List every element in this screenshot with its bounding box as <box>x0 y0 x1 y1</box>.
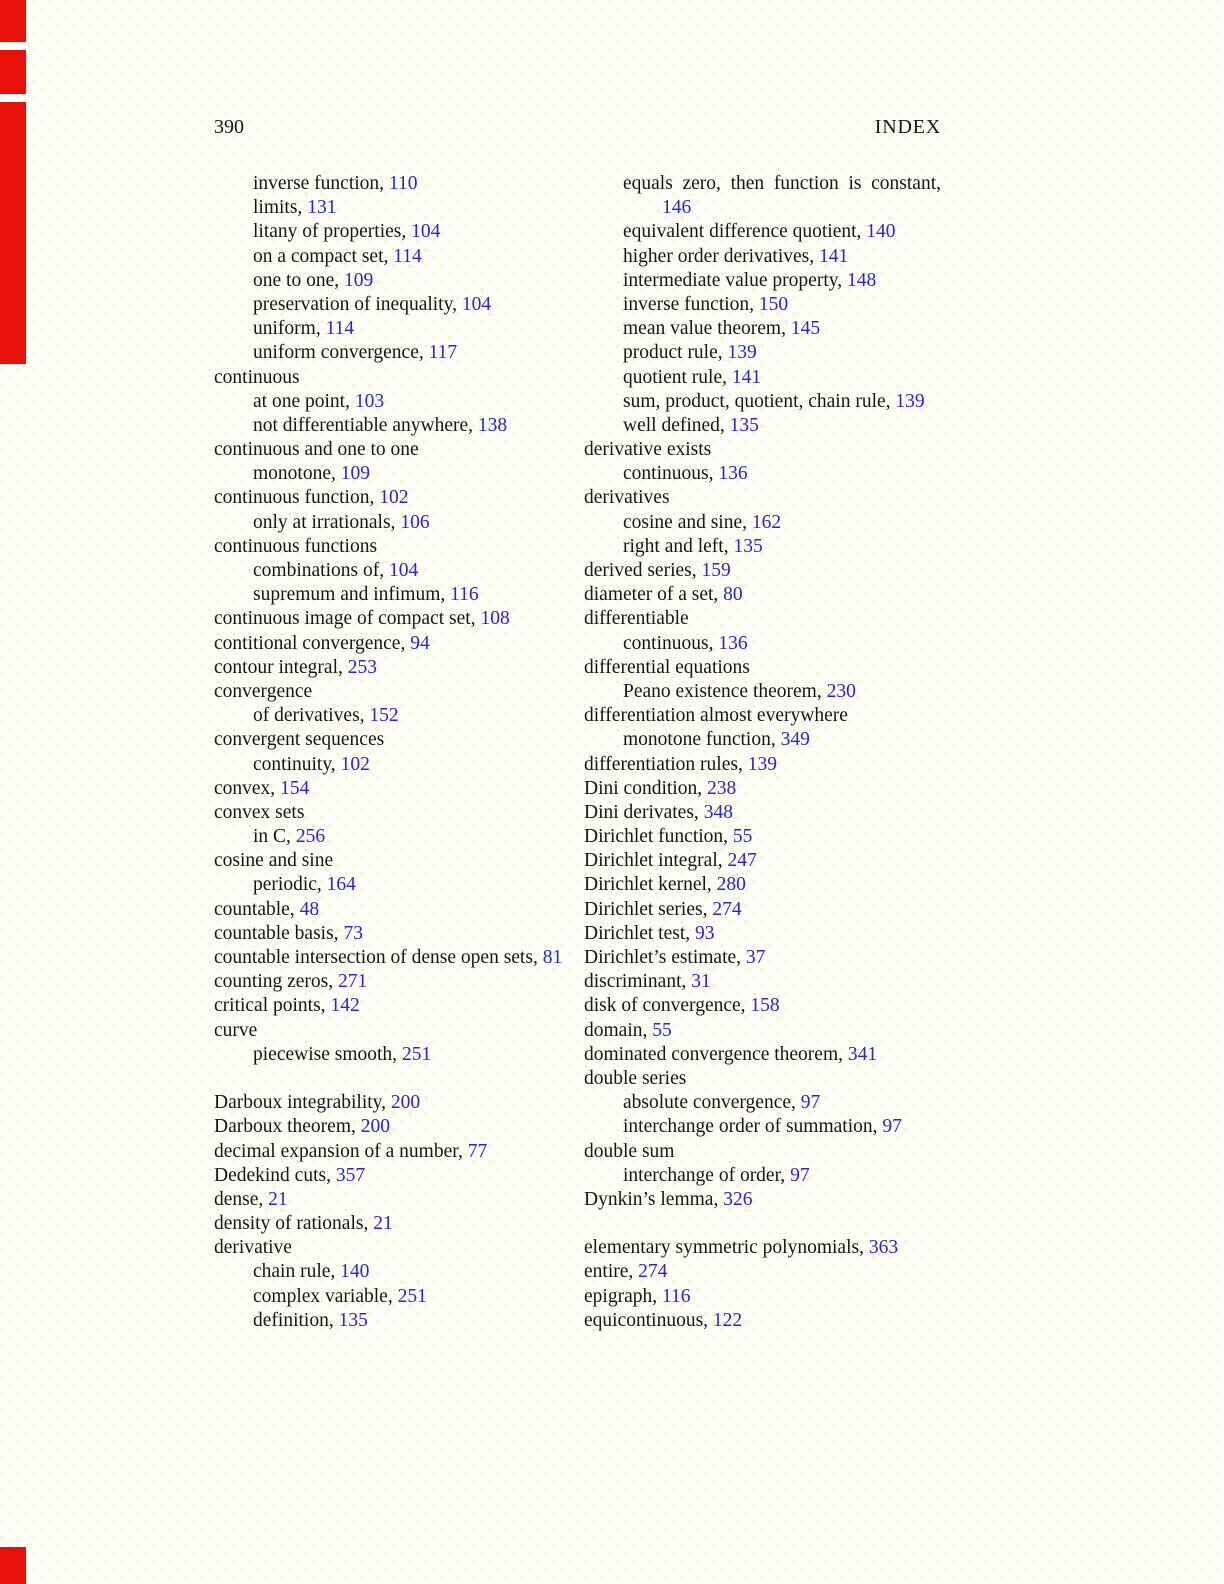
index-entry <box>214 1212 560 1236</box>
index-entry <box>584 1188 941 1212</box>
index-column-left <box>214 172 563 1333</box>
index-entry-text: derived series, <box>584 560 697 581</box>
index-entry <box>584 269 941 293</box>
index-entry <box>214 922 560 946</box>
page-number-link[interactable]: 94 <box>410 632 430 654</box>
index-entry <box>584 414 941 438</box>
index-entry <box>584 970 941 994</box>
page-number-link[interactable]: 116 <box>450 584 479 606</box>
index-entry-text: equals zero, then function is constant, <box>623 173 941 194</box>
page-number-link[interactable]: 326 <box>723 1188 753 1210</box>
index-entry <box>214 245 560 269</box>
index-entry <box>214 438 560 462</box>
index-entry <box>214 1140 560 1164</box>
page-number-link[interactable]: 159 <box>701 560 731 581</box>
page-number-link[interactable]: 148 <box>846 269 877 291</box>
page-number-link[interactable]: 104 <box>411 221 441 243</box>
index-entry-text: interchange order of summation, <box>623 1116 878 1138</box>
index-entry-text: quotient rule, <box>623 366 727 388</box>
index-entry-text: continuity, <box>253 753 336 775</box>
index-entry <box>214 1260 560 1284</box>
index-entry-text: convex sets <box>214 801 305 823</box>
index-entry <box>584 1236 941 1260</box>
index-entry-text: product rule, <box>623 342 723 364</box>
index-entry <box>584 462 941 486</box>
index-entry-text: contour integral, <box>214 656 343 678</box>
index-entry <box>214 825 560 849</box>
index-entry-text: dense, <box>214 1188 264 1210</box>
index-entry-text: entire, <box>584 1261 634 1283</box>
page-number-link[interactable]: 102 <box>340 753 370 775</box>
index-entry <box>584 293 941 317</box>
index-entry <box>584 390 941 414</box>
index-entry-text: well defined, <box>623 414 725 436</box>
index-entry <box>214 898 560 922</box>
page-number-link[interactable]: 140 <box>866 221 896 243</box>
index-entry-text: Dynkin’s lemma, <box>584 1188 719 1210</box>
index-entry <box>584 753 941 777</box>
index-entry <box>584 1164 941 1188</box>
page-number-link[interactable]: 141 <box>819 245 849 267</box>
page-number-link[interactable]: 230 <box>826 680 856 702</box>
index-entry-text: at one point, <box>253 390 350 412</box>
index-entry <box>214 970 560 994</box>
page-number-link[interactable]: 114 <box>325 318 355 340</box>
index-entry-text: convergent sequences <box>214 729 385 751</box>
page-number-folio: 390 <box>214 116 244 138</box>
index-entry <box>214 632 560 656</box>
page-number-link[interactable]: 135 <box>338 1309 368 1331</box>
index-entry-text: sum, product, quotient, chain rule, <box>623 390 891 412</box>
page-number-link[interactable]: 110 <box>388 173 418 194</box>
page-number-link[interactable]: 140 <box>340 1261 370 1283</box>
index-entry <box>584 825 941 849</box>
index-entry <box>584 1115 941 1139</box>
page-number-link[interactable]: 109 <box>340 463 370 485</box>
index-entry-text: differentiation rules, <box>584 753 743 775</box>
index-entry <box>214 777 560 801</box>
index-entry-text: derivative <box>214 1237 292 1259</box>
index-entry <box>584 220 941 244</box>
index-entry <box>584 172 941 196</box>
page-number-link[interactable]: 138 <box>477 414 508 436</box>
index-entry-text: combinations of, <box>253 560 385 581</box>
index-entry-text: dominated convergence theorem, <box>584 1043 843 1065</box>
index-entry <box>584 728 941 752</box>
page-number-link[interactable]: 97 <box>800 1092 821 1114</box>
index-entry <box>584 366 941 390</box>
index-entry-text: Dirichlet’s estimate, <box>584 947 742 968</box>
index-entry-text: cosine and sine <box>214 850 334 872</box>
index-entry-text: countable intersection of dense open sets, <box>214 947 538 968</box>
index-entry-text: supremum and infimum, <box>253 584 446 606</box>
index-columns <box>214 172 941 1333</box>
index-entry-text: domain, <box>584 1019 648 1041</box>
index-entry <box>214 583 560 607</box>
index-entry-text: countable, <box>214 898 295 920</box>
index-entry-text: equicontinuous, <box>584 1309 709 1331</box>
page-number-link[interactable]: 37 <box>745 947 766 968</box>
page-number-link[interactable]: 253 <box>347 656 377 678</box>
page-number-link[interactable]: 117 <box>428 342 458 364</box>
page-number-link[interactable]: 104 <box>388 560 419 581</box>
page-number-link[interactable]: 200 <box>360 1116 390 1138</box>
blank-line <box>584 1212 941 1236</box>
page-number-link[interactable]: 349 <box>780 729 810 751</box>
page-number-link[interactable]: 251 <box>397 1285 427 1307</box>
index-entry-text: only at irrationals, <box>253 511 396 533</box>
page-number-link[interactable]: 77 <box>467 1140 488 1162</box>
index-entry <box>214 535 560 559</box>
index-entry-text: decimal expansion of a number, <box>214 1140 463 1162</box>
index-entry <box>584 946 941 970</box>
index-entry-text: density of rationals, <box>214 1213 369 1235</box>
index-entry-text: one to one, <box>253 269 340 291</box>
page-number-link[interactable]: 341 <box>847 1043 878 1065</box>
index-entry-text: Darboux theorem, <box>214 1116 356 1138</box>
page-number-link[interactable]: 150 <box>758 293 789 315</box>
index-column-right <box>584 172 941 1333</box>
index-entry-text: not differentiable anywhere, <box>253 414 474 436</box>
index-entry-text: continuous image of compact set, <box>214 608 476 630</box>
index-entry <box>214 873 560 897</box>
index-entry <box>584 245 941 269</box>
index-entry-text: diameter of a set, <box>584 584 719 606</box>
page-number-link[interactable]: 136 <box>718 632 748 654</box>
index-entry-text: derivatives <box>584 487 670 509</box>
index-entry-text: continuous, <box>623 463 714 485</box>
running-head <box>214 115 941 139</box>
page-number-link[interactable]: 139 <box>895 390 925 412</box>
index-entry <box>214 196 560 220</box>
index-entry-text: contitional convergence, <box>214 632 406 654</box>
page-number-link[interactable]: 139 <box>727 342 757 364</box>
page-number-link[interactable]: 102 <box>379 487 409 509</box>
index-entry-text: Dirichlet kernel, <box>584 874 712 896</box>
page-number-link[interactable]: 97 <box>790 1164 810 1186</box>
index-entry <box>214 753 560 777</box>
index-entry <box>214 511 560 535</box>
page-number-link[interactable]: 280 <box>716 874 746 896</box>
index-entry <box>214 1019 560 1043</box>
index-entry-text: Peano existence theorem, <box>623 680 822 702</box>
index-entry <box>584 632 941 656</box>
index-entry <box>584 704 941 728</box>
page-number-link[interactable]: 247 <box>727 850 757 872</box>
index-entry <box>214 849 560 873</box>
index-entry-text: equivalent difference quotient, <box>623 221 862 243</box>
index-entry <box>584 849 941 873</box>
index-entry <box>584 486 941 510</box>
page-number-link[interactable]: 162 <box>751 511 782 533</box>
index-entry <box>214 1236 560 1260</box>
index-entry-text: absolute convergence, <box>623 1092 796 1114</box>
index-entry <box>584 1091 941 1115</box>
index-entry-text: definition, <box>253 1309 334 1331</box>
index-entry-text: continuous function, <box>214 487 375 509</box>
index-entry <box>584 777 941 801</box>
index-entry <box>584 511 941 535</box>
page-number-link[interactable]: 104 <box>461 293 492 315</box>
index-entry-text: higher order derivatives, <box>623 245 815 267</box>
page-number-link[interactable]: 55 <box>652 1019 672 1041</box>
index-entry <box>214 994 560 1018</box>
index-entry <box>584 873 941 897</box>
index-entry-text: Dini condition, <box>584 777 703 799</box>
index-entry-text: epigraph, <box>584 1285 658 1307</box>
index-entry-text: convex, <box>214 777 276 799</box>
index-entry-text: counting zeros, <box>214 971 334 993</box>
page-number-link[interactable]: 271 <box>338 971 368 993</box>
blank-line <box>214 1067 560 1091</box>
index-entry-text: chain rule, <box>253 1261 336 1283</box>
page-number-link[interactable]: 73 <box>343 922 363 944</box>
index-entry <box>584 607 941 631</box>
index-entry <box>214 172 560 196</box>
index-entry-text: continuous, <box>623 632 714 654</box>
index-entry-text: of derivatives, <box>253 705 365 727</box>
page-number-link[interactable]: 238 <box>706 777 737 799</box>
index-entry <box>584 341 941 365</box>
page-number-link[interactable]: 357 <box>335 1164 366 1186</box>
index-entry-text: Dirichlet test, <box>584 922 691 944</box>
index-entry <box>214 801 560 825</box>
page-number-link[interactable]: 21 <box>268 1188 288 1210</box>
page-number-link[interactable]: 251 <box>401 1043 432 1065</box>
index-entry-text: elementary symmetric polynomials, <box>584 1237 864 1259</box>
index-entry <box>214 220 560 244</box>
index-entry <box>214 1091 560 1115</box>
index-entry-text: periodic, <box>253 874 322 896</box>
index-entry <box>214 656 560 680</box>
index-entry <box>584 438 941 462</box>
index-entry-text: continuous and one to one <box>214 439 419 461</box>
index-entry <box>584 535 941 559</box>
index-entry-text: critical points, <box>214 995 326 1017</box>
index-entry-text: Dirichlet function, <box>584 826 729 848</box>
index-entry <box>584 922 941 946</box>
index-entry <box>214 1115 560 1139</box>
index-entry-text: discriminant, <box>584 971 687 993</box>
index-entry-text: interchange of order, <box>623 1164 786 1186</box>
index-entry <box>584 317 941 341</box>
index-entry-text: inverse function, <box>253 173 385 194</box>
index-entry <box>214 946 563 970</box>
index-entry <box>214 341 560 365</box>
index-entry <box>584 1309 941 1333</box>
page-number-link[interactable]: 152 <box>369 705 399 727</box>
index-entry-text: curve <box>214 1019 258 1041</box>
page-number-link[interactable]: 21 <box>373 1213 393 1235</box>
index-entry <box>584 801 941 825</box>
page-number-link[interactable]: 55 <box>732 826 753 848</box>
index-entry <box>584 656 941 680</box>
index-entry-text: complex variable, <box>253 1285 393 1307</box>
page-number-link[interactable]: 256 <box>295 826 326 848</box>
index-entry-text: right and left, <box>623 535 729 557</box>
index-entry <box>214 269 560 293</box>
page-number-link[interactable]: 31 <box>691 971 711 993</box>
page-number-link[interactable]: 363 <box>868 1237 899 1259</box>
index-entry <box>214 414 560 438</box>
index-entry <box>214 390 560 414</box>
index-entry-text: limits, <box>253 197 303 219</box>
index-entry-text: Dini derivates, <box>584 801 699 823</box>
page-number-link[interactable]: 158 <box>750 995 780 1017</box>
index-entry <box>214 293 560 317</box>
index-entry-text: uniform convergence, <box>253 342 424 364</box>
page-number-link[interactable]: 164 <box>326 874 356 896</box>
index-entry-text: intermediate value property, <box>623 269 843 291</box>
page-number-link[interactable]: 106 <box>400 511 430 533</box>
index-entry-text: Darboux integrability, <box>214 1092 387 1114</box>
index-entry <box>584 559 941 583</box>
page-number-link[interactable]: 103 <box>354 390 385 412</box>
index-entry-text: monotone function, <box>623 729 776 751</box>
page-number-link[interactable]: 114 <box>393 245 422 267</box>
index-entry-text: differentiation almost everywhere <box>584 705 848 727</box>
index-entry-text: differential equations <box>584 656 750 678</box>
index-entry <box>214 1164 560 1188</box>
index-entry <box>214 680 560 704</box>
running-header-title: INDEX <box>874 116 941 138</box>
index-page <box>214 115 941 1333</box>
index-entry-text: on a compact set, <box>253 245 389 267</box>
index-entry <box>584 994 941 1018</box>
page-number-link[interactable]: 109 <box>343 269 374 291</box>
index-entry-text: differentiable <box>584 608 689 630</box>
index-entry <box>214 317 560 341</box>
index-entry <box>584 1285 941 1309</box>
index-entry <box>214 1043 560 1067</box>
index-entry-text: monotone, <box>253 463 336 485</box>
index-entry-text: Dirichlet integral, <box>584 850 723 872</box>
page-number-link[interactable]: 135 <box>729 414 759 436</box>
index-entry-text: in C, <box>253 826 291 848</box>
red-edge-mark <box>0 50 26 94</box>
index-entry <box>214 1309 560 1333</box>
page-number-link[interactable]: 135 <box>733 535 763 557</box>
index-entry-text: inverse function, <box>623 293 755 315</box>
page-number-link[interactable]: 141 <box>731 366 762 388</box>
red-edge-mark <box>0 102 26 364</box>
index-entry-text: countable basis, <box>214 922 339 944</box>
index-entry <box>214 728 560 752</box>
index-entry-text: continuous functions <box>214 535 378 557</box>
page-number-link[interactable]: 274 <box>712 898 742 920</box>
index-entry-text: derivative exists <box>584 439 712 461</box>
index-entry <box>214 1188 560 1212</box>
page-number-link[interactable]: 274 <box>638 1261 668 1283</box>
index-entry-text: double series <box>584 1067 687 1089</box>
page-number-link[interactable]: 48 <box>299 898 320 920</box>
index-entry-text: disk of convergence, <box>584 995 746 1017</box>
page-number-link[interactable]: 136 <box>718 463 748 485</box>
index-entry <box>584 1140 941 1164</box>
index-entry <box>214 486 560 510</box>
index-entry-text: uniform, <box>253 318 321 340</box>
index-entry-text: preservation of inequality, <box>253 293 457 315</box>
page-number-link[interactable]: 154 <box>280 777 310 799</box>
page-number-link[interactable]: 146 <box>662 197 692 219</box>
index-entry <box>584 898 941 922</box>
index-entry-text: litany of properties, <box>253 221 407 243</box>
red-edge-mark <box>0 0 26 42</box>
index-entry <box>584 583 941 607</box>
page-number-link[interactable]: 97 <box>882 1116 902 1138</box>
index-entry-text: continuous <box>214 366 300 388</box>
index-entry <box>584 680 941 704</box>
index-entry <box>584 1067 941 1091</box>
index-entry <box>584 1260 941 1284</box>
index-entry-text: Dedekind cuts, <box>214 1164 331 1186</box>
index-entry-text: double sum <box>584 1140 675 1162</box>
index-entry <box>214 462 560 486</box>
index-entry <box>214 1285 560 1309</box>
index-entry <box>214 366 560 390</box>
page-number-link[interactable]: 145 <box>790 318 821 340</box>
index-entry-text: Dirichlet series, <box>584 898 708 920</box>
index-entry-text: cosine and sine, <box>623 511 748 533</box>
index-entry <box>214 559 560 583</box>
red-edge-mark <box>0 1547 26 1584</box>
page-number-link[interactable]: 108 <box>480 608 510 630</box>
page-number-link[interactable]: 93 <box>695 922 715 944</box>
page-number-link[interactable]: 200 <box>390 1092 421 1114</box>
page-number-link[interactable]: 139 <box>747 753 777 775</box>
index-entry-text: convergence <box>214 680 313 702</box>
page-number-link[interactable]: 81 <box>542 947 563 968</box>
page-number-link[interactable]: 348 <box>703 801 733 823</box>
index-entry-text: piecewise smooth, <box>253 1043 398 1065</box>
index-entry <box>584 1019 941 1043</box>
index-entry <box>214 607 560 631</box>
index-entry <box>584 1043 941 1067</box>
index-entry-text: mean value theorem, <box>623 318 786 340</box>
page-number-link[interactable]: 122 <box>712 1309 743 1331</box>
index-entry <box>584 196 941 220</box>
page-number-link[interactable]: 80 <box>723 584 743 606</box>
index-entry <box>214 704 560 728</box>
page-number-link[interactable]: 131 <box>307 197 337 219</box>
page-number-link[interactable]: 116 <box>661 1285 691 1307</box>
page-number-link[interactable]: 142 <box>330 995 360 1017</box>
